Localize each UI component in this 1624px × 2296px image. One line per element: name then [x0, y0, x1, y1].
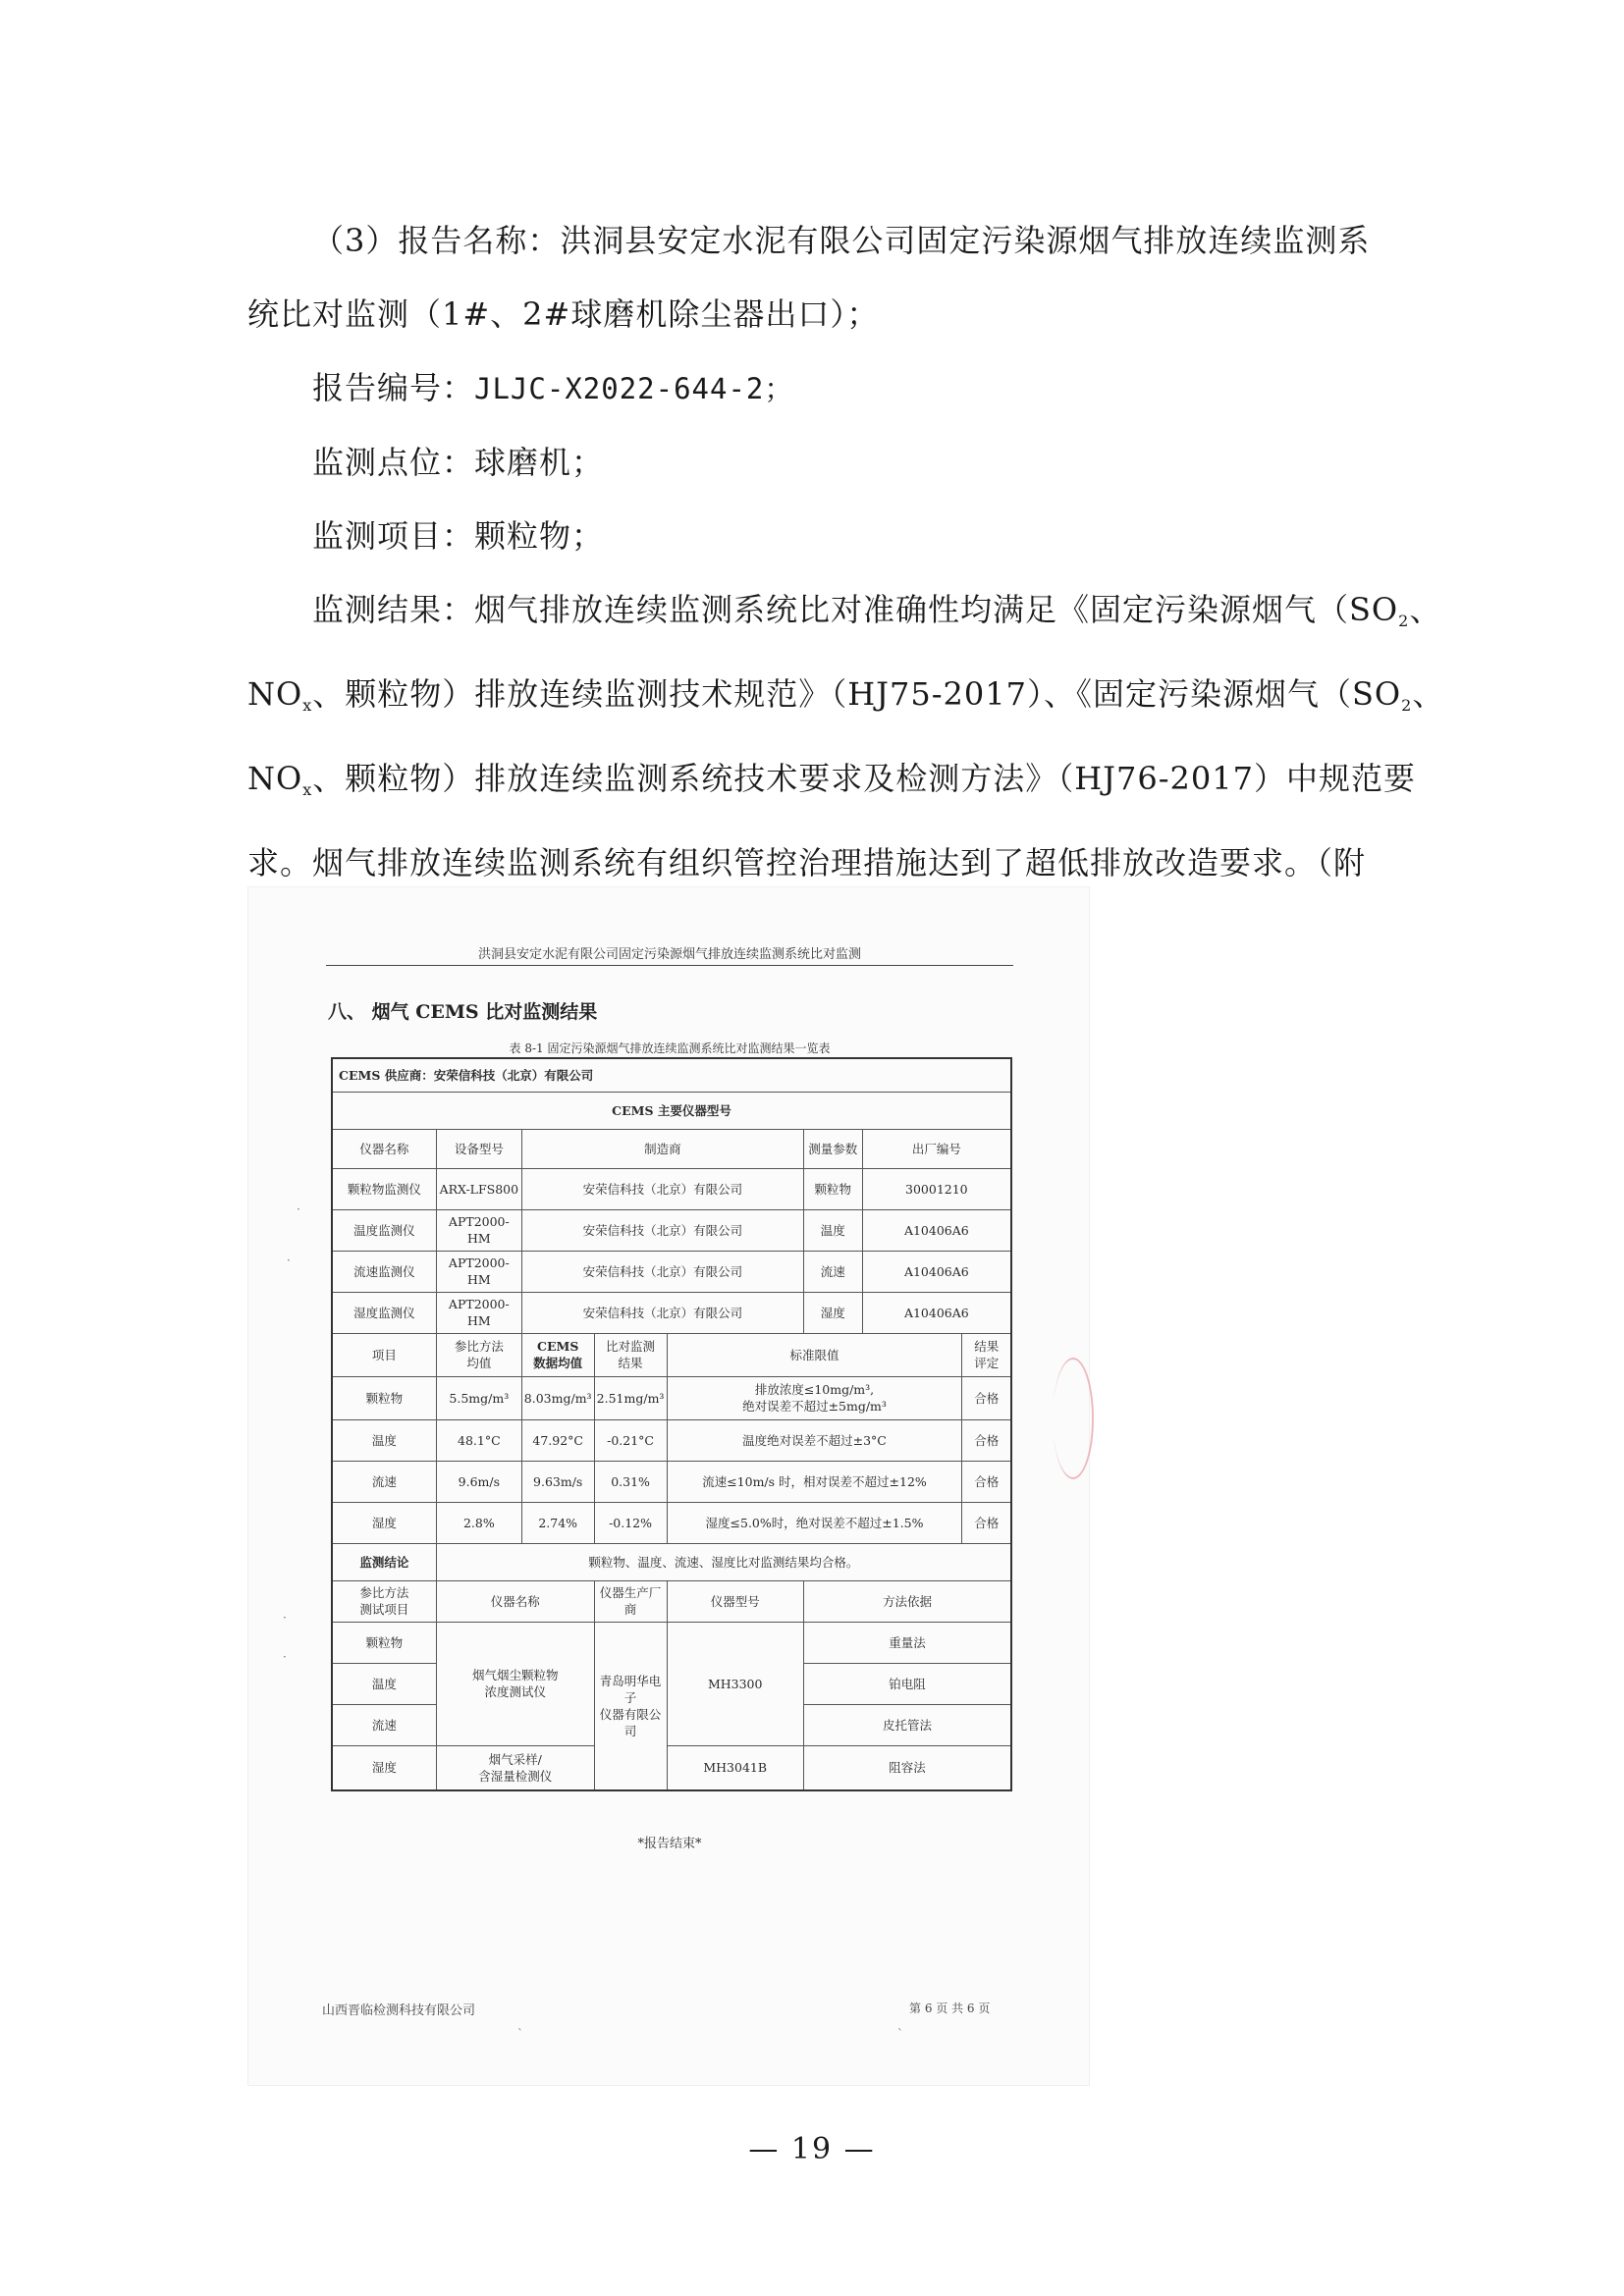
supplier-row: [332, 1058, 1011, 1092]
table-cell: 烟气采样/ 含湿量检测仪: [436, 1745, 594, 1790]
table-header: 制造商: [521, 1129, 803, 1168]
table-cell: 温度: [332, 1419, 436, 1461]
table-header: 结果 评定: [962, 1333, 1011, 1376]
table-header: 参比方法 测试项目: [332, 1580, 436, 1622]
table-cell: 流速: [803, 1251, 862, 1292]
scan-section-title: 八、 烟气 CEMS 比对监测结果: [328, 1001, 598, 1023]
table-cell: 合格: [962, 1502, 1011, 1543]
table-row: [332, 1376, 1011, 1419]
table-cell: 8.03mg/m³: [521, 1376, 594, 1419]
table-cell: 颗粒物: [803, 1168, 862, 1209]
table-header: CEMS 数据均值: [521, 1333, 594, 1376]
table-header: 方法依据: [803, 1580, 1011, 1622]
table-cell: 重量法: [803, 1622, 1011, 1663]
table-cell: 阻容法: [803, 1745, 1011, 1790]
scan-footer-page: 第 6 页 共 6 页: [909, 2002, 991, 2015]
table-header: 标准限值: [667, 1333, 962, 1376]
subscript: 2: [1401, 696, 1413, 715]
result-text-b: 、颗粒物）排放连续监测技术规范》（HJ75-2017）、《固定污染源烟气（SO: [312, 675, 1402, 713]
report-number-label: 报告编号：: [312, 369, 475, 406]
table-cell: 流速≤10m/s 时，相对误差不超过±12%: [667, 1461, 962, 1502]
result-text-a: 监测结果：烟气排放连续监测系统比对准确性均满足《固定污染源烟气（SO: [312, 591, 1399, 628]
table-cell: 温度监测仪: [332, 1209, 436, 1251]
result-line-1: [247, 573, 1442, 658]
table-row: [332, 1745, 1011, 1790]
scan-header-rule: [326, 965, 1013, 966]
scan-speck: `: [517, 2027, 523, 2041]
table-cell: -0.12%: [594, 1502, 667, 1543]
table-cell: 安荣信科技（北京）有限公司: [521, 1251, 803, 1292]
table-cell: 皮托管法: [803, 1704, 1011, 1745]
table-row: [332, 1209, 1011, 1251]
result-line-3: [247, 742, 1416, 827]
result-line-4: 求。烟气排放连续监测系统有组织管控治理措施达到了超低排放改造要求。（附: [247, 844, 1367, 881]
table-header: 项目: [332, 1333, 436, 1376]
method-header-row: [332, 1580, 1011, 1622]
scan-speck: ·: [283, 1650, 287, 1664]
table-cell: 青岛明华电子 仪器有限公司: [594, 1622, 667, 1790]
table-cell: 合格: [962, 1461, 1011, 1502]
table-cell: 湿度: [803, 1292, 862, 1333]
table-cell: 2.8%: [436, 1502, 521, 1543]
table-cell: 安荣信科技（北京）有限公司: [521, 1209, 803, 1251]
scan-speck: ·: [287, 1254, 291, 1267]
report-number-line: [247, 351, 1386, 426]
table-cell: 安荣信科技（北京）有限公司: [521, 1292, 803, 1333]
monitoring-item-line: 监测项目：颗粒物；: [312, 517, 605, 555]
red-stamp-edge: [1053, 1358, 1094, 1479]
table-cell: MH3300: [667, 1622, 803, 1745]
report-number-value: JLJC-X2022-644-2；: [474, 372, 794, 405]
table-cell: ARX-LFS800: [436, 1168, 521, 1209]
table-row: [332, 1168, 1011, 1209]
table-header: 仪器名称: [436, 1580, 594, 1622]
subscript: 2: [1398, 612, 1410, 630]
table-cell: 9.6m/s: [436, 1461, 521, 1502]
table-cell: 合格: [962, 1376, 1011, 1419]
instrument-title-row: [332, 1092, 1011, 1129]
scan-header: 洪洞县安定水泥有限公司固定污染源烟气排放连续监测系统比对监测: [477, 947, 861, 962]
table-cell: 颗粒物: [332, 1622, 436, 1663]
table-cell: APT2000-HM: [436, 1292, 521, 1333]
report-paragraph: [247, 204, 1445, 974]
report-end-note: *报告结束*: [637, 1837, 702, 1851]
table-cell: 30001210: [862, 1168, 1011, 1209]
page-number: — 19 —: [748, 2132, 876, 2166]
result-header-row: [332, 1333, 1011, 1376]
table-cell: 合格: [962, 1419, 1011, 1461]
table-cell: 颗粒物监测仪: [332, 1168, 436, 1209]
table-cell: APT2000-HM: [436, 1251, 521, 1292]
table-cell: 排放浓度≤10mg/m³, 绝对误差不超过±5mg/m³: [667, 1376, 962, 1419]
table-cell: 烟气烟尘颗粒物 浓度测试仪: [436, 1622, 594, 1745]
report-title-line-1: （3）报告名称：洪洞县安定水泥有限公司固定污染源烟气排放连续监测系: [312, 222, 1371, 259]
table-cell: 流速: [332, 1461, 436, 1502]
table-cell: 湿度≤5.0%时，绝对误差不超过±1.5%: [667, 1502, 962, 1543]
table-cell: 2.51mg/m³: [594, 1376, 667, 1419]
table-header: 设备型号: [436, 1129, 521, 1168]
table-header: 参比方法 均值: [436, 1333, 521, 1376]
conclusion-text: 颗粒物、温度、流速、湿度比对监测结果均合格。: [436, 1543, 1011, 1580]
instrument-title: CEMS 主要仪器型号: [332, 1092, 1011, 1129]
scan-footer-company: 山西晋临检测科技有限公司: [322, 2003, 476, 2018]
table-cell: 铂电阻: [803, 1663, 1011, 1704]
table-header: 比对监测 结果: [594, 1333, 667, 1376]
table-cell: 温度: [332, 1663, 436, 1704]
table-cell: 5.5mg/m³: [436, 1376, 521, 1419]
scan-speck: ·: [283, 1611, 287, 1625]
table-cell: A10406A6: [862, 1209, 1011, 1251]
report-title-line-2: 统比对监测（1#、2#球磨机除尘器出口）；: [247, 295, 880, 333]
result-text-c-start: NO: [247, 760, 303, 797]
table-header: 仪器生产厂商: [594, 1580, 667, 1622]
table-header: 仪器型号: [667, 1580, 803, 1622]
table-row: [332, 1461, 1011, 1502]
table-cell: APT2000-HM: [436, 1209, 521, 1251]
cems-results-table: [331, 1057, 1012, 1791]
result-line-2: [247, 658, 1445, 742]
result-text-a-end: 、: [1409, 591, 1442, 628]
table-cell: 湿度: [332, 1502, 436, 1543]
table-cell: 9.63m/s: [521, 1461, 594, 1502]
table-cell: 2.74%: [521, 1502, 594, 1543]
table-header: 测量参数: [803, 1129, 862, 1168]
result-text-b-end: 、: [1412, 675, 1445, 713]
table-cell: 0.31%: [594, 1461, 667, 1502]
supplier-cell: CEMS 供应商：安荣信科技（北京）有限公司: [332, 1058, 1011, 1092]
table-cell: 温度绝对误差不超过±3°C: [667, 1419, 962, 1461]
table-cell: 流速: [332, 1704, 436, 1745]
table-row: [332, 1419, 1011, 1461]
table-row: [332, 1251, 1011, 1292]
scan-speck: `: [897, 2027, 903, 2041]
table-cell: 47.92°C: [521, 1419, 594, 1461]
table-header: 仪器名称: [332, 1129, 436, 1168]
table-cell: 温度: [803, 1209, 862, 1251]
result-text-b-start: NO: [247, 675, 303, 713]
table-cell: 湿度监测仪: [332, 1292, 436, 1333]
table-caption: 表 8-1 固定污染源烟气排放连续监测系统比对监测结果一览表: [509, 1041, 831, 1055]
table-cell: 流速监测仪: [332, 1251, 436, 1292]
table-header: 出厂编号: [862, 1129, 1011, 1168]
table-cell: A10406A6: [862, 1292, 1011, 1333]
table-cell: -0.21°C: [594, 1419, 667, 1461]
result-text-c: 、颗粒物）排放连续监测系统技术要求及检测方法》（HJ76-2017）中规范要: [312, 760, 1416, 797]
table-row: [332, 1292, 1011, 1333]
subscript: x: [302, 780, 313, 799]
subscript: x: [302, 696, 313, 715]
embedded-report-scan: [247, 886, 1090, 2086]
scan-speck: ·: [297, 1202, 300, 1216]
instrument-header-row: [332, 1129, 1011, 1168]
table-cell: 湿度: [332, 1745, 436, 1790]
table-row: [332, 1622, 1011, 1663]
monitoring-point-line: 监测点位：球磨机；: [312, 444, 605, 481]
table-row: [332, 1502, 1011, 1543]
conclusion-row: [332, 1543, 1011, 1580]
table-cell: MH3041B: [667, 1745, 803, 1790]
conclusion-label: 监测结论: [332, 1543, 436, 1580]
table-cell: 安荣信科技（北京）有限公司: [521, 1168, 803, 1209]
table-cell: 48.1°C: [436, 1419, 521, 1461]
table-cell: A10406A6: [862, 1251, 1011, 1292]
table-cell: 颗粒物: [332, 1376, 436, 1419]
